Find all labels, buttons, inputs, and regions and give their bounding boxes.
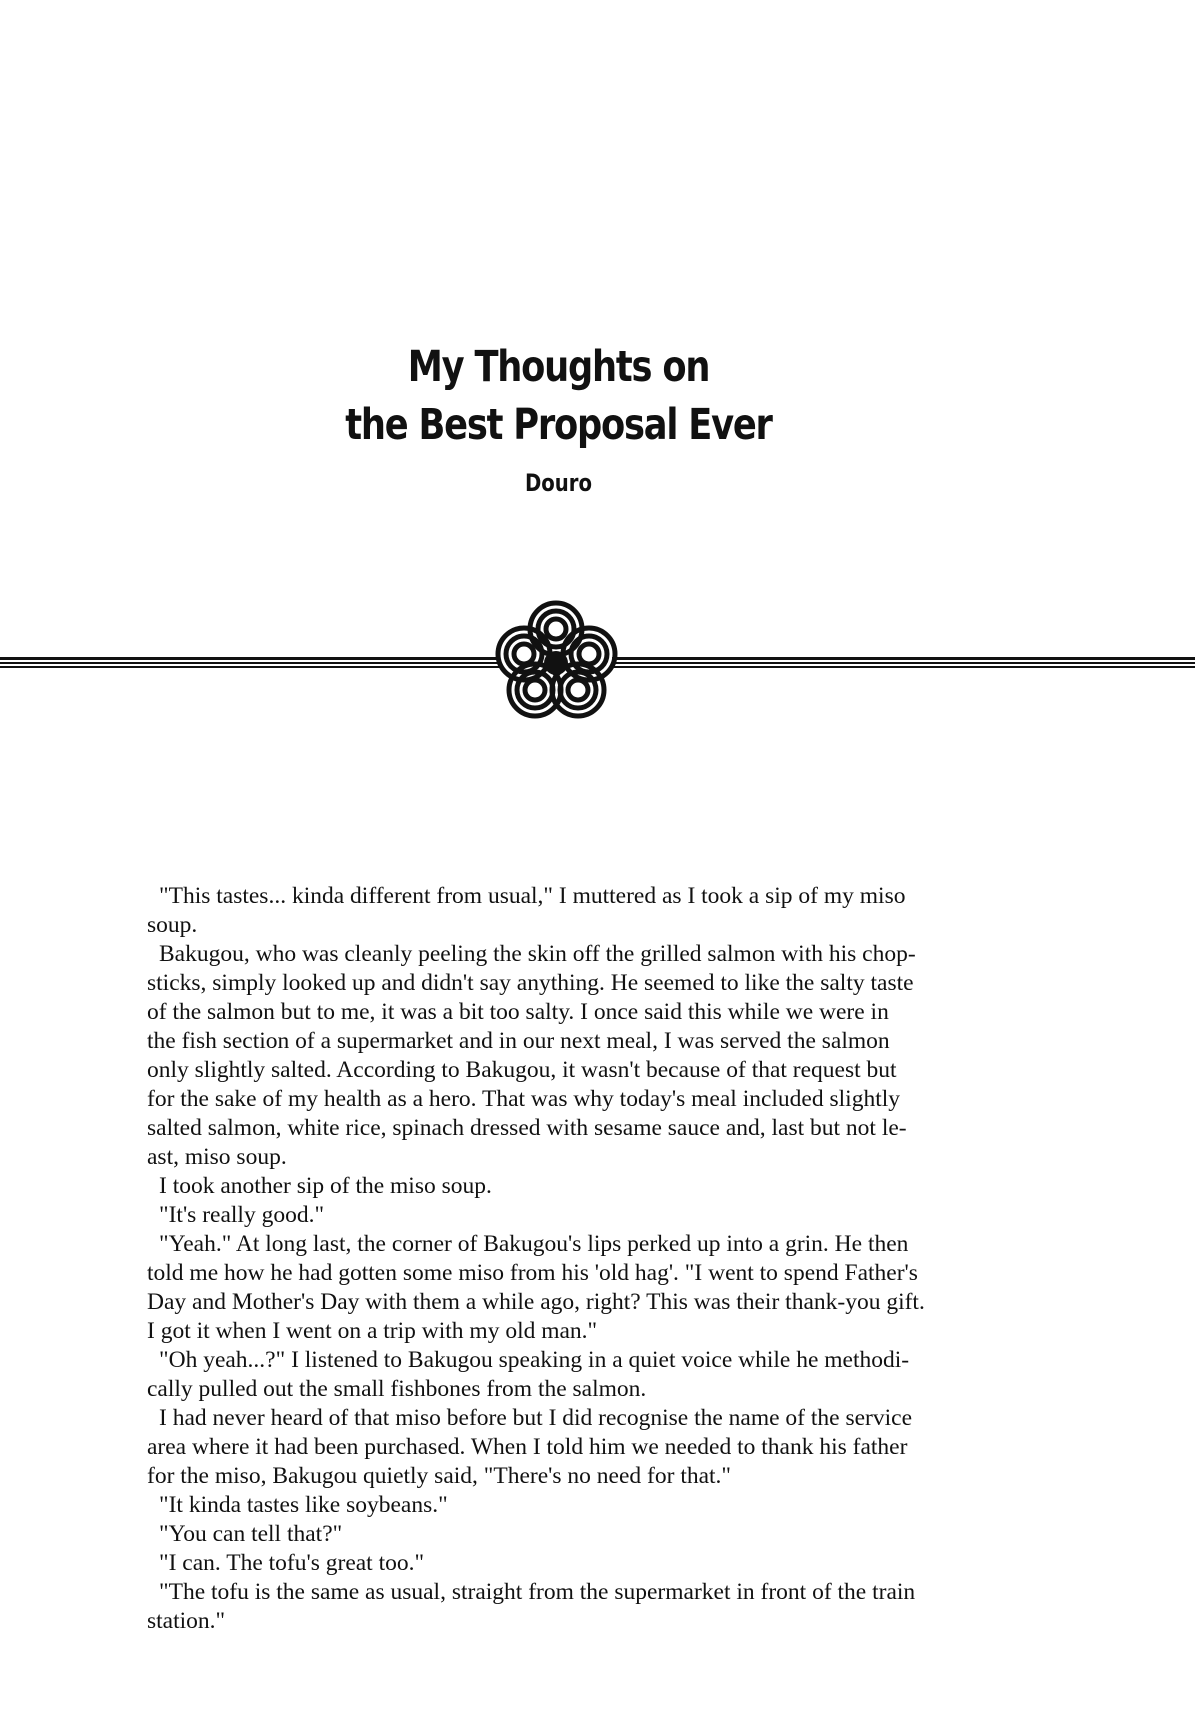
paragraph: "Oh yeah...?" I listened to Bakugou speaking in a quiet voice while he methodi- cally pulled out the small fishbones from the salmon.: [147, 1347, 910, 1402]
paragraph: I took another sip of the miso soup.: [159, 1173, 492, 1199]
paragraph: I had never heard of that miso before but I did recognise the name of the service area where it had been purchased. When I told him we needed to thank his father for the miso, Bakugou quietly said, "There's no need for that.": [147, 1405, 913, 1489]
paragraph: Bakugou, who was cleanly peeling the skin off the grilled salmon with his chop- sticks, simply looked up and didn't say anything. He seemed to like the salty taste of the salmon but to me, it was a bit too salty. I once said this while we were in the fish section of a supermarket and in our next meal, I was served the salmon only slightly salted. According to Bakugou, it wasn't because of that request but for the sake of my health as a hero. That was why today's meal included slightly salted salmon, white rice, spinach dressed with sesame sauce and, last but not le- ast, miso soup.: [147, 941, 916, 1170]
story-title-line-1: My Thoughts on: [407, 342, 710, 392]
paragraph: "Yeah." At long last, the corner of Bakugou's lips perked up into a grin. He then told me how he had gotten some miso from his 'old hag'. "I went to spend Father's Day and Mother's Day with them a while ago, right? This was their thank-you gift. I got it when I went on a trip with my old man.": [147, 1231, 925, 1344]
story-title-line-2: the Best Proposal Ever: [345, 400, 772, 450]
paragraph: "You can tell that?": [159, 1521, 343, 1547]
paragraph: "I can. The tofu's great too.": [159, 1550, 425, 1576]
paragraph: "It kinda tastes like soybeans.": [159, 1492, 448, 1518]
author-name: Douro: [524, 469, 593, 497]
paragraph: "It's really good.": [159, 1202, 325, 1228]
title-block: [0, 338, 1117, 498]
story-body: [147, 882, 1000, 1636]
mizuhiki-knot-icon: [489, 596, 624, 722]
paragraph: "This tastes... kinda different from usual," I muttered as I took a sip of my miso soup.: [147, 883, 906, 938]
paragraph: "The tofu is the same as usual, straight from the supermarket in front of the train station.": [147, 1579, 916, 1634]
